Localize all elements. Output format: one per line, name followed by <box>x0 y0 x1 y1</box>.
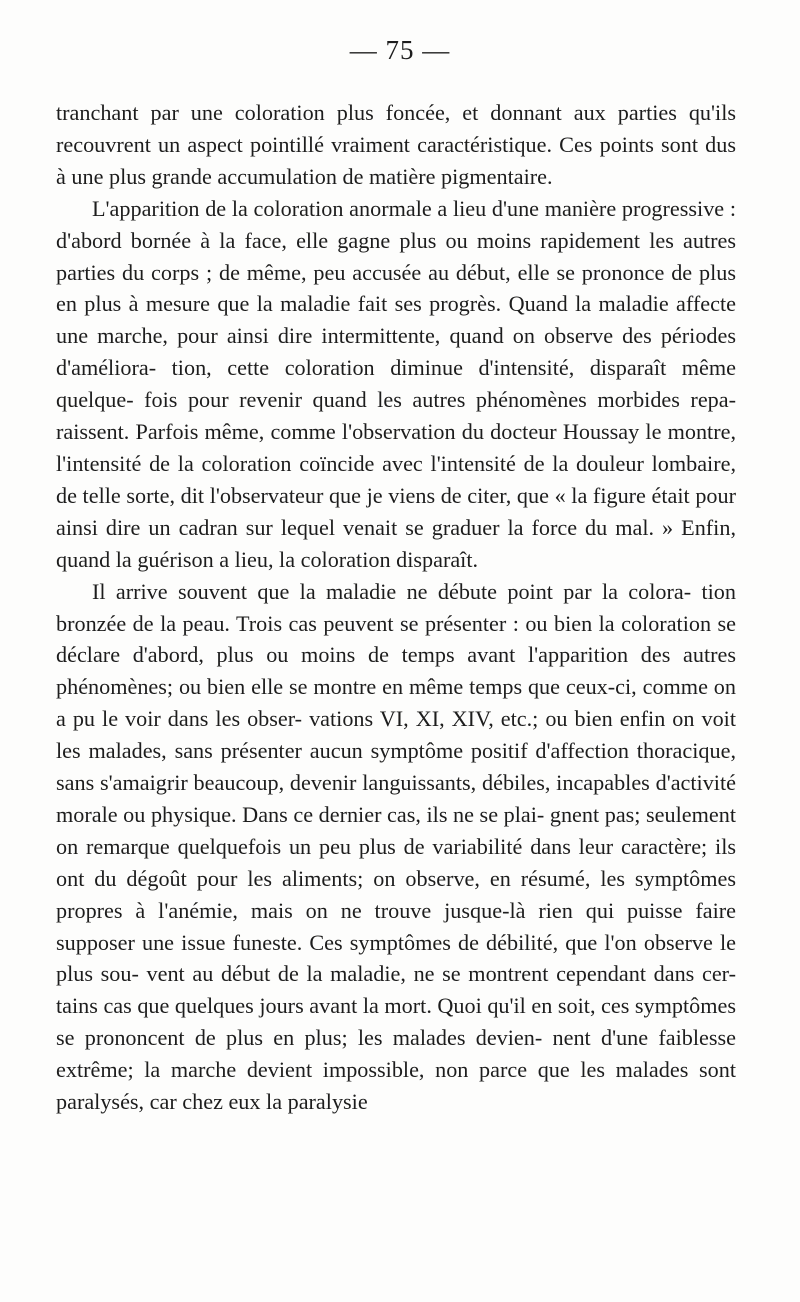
paragraph: tranchant par une coloration plus foncée, et donnant aux parties qu'ils recouvrent un aspect pointillé vraiment caractéristique. Ces points sont dus à une plus grande accumulation de matière pigmentaire. <box>56 100 736 189</box>
page-number: — 75 — <box>349 35 451 65</box>
paragraph: L'apparition de la coloration anormale a lieu d'une manière progressive : d'abord bornée à la face, elle gagne plus ou moins rapidement les autres parties du corps ; de même, peu accusée au début, elle se prononce de plus en plus à mesure que la maladie fait ses progrès. Quand la maladie affecte une marche, pour ainsi dire intermittente, quand on observe des périodes d'améliora- tion, cette coloration diminue d'intensité, disparaît même quelque- fois pour revenir quand les autres phénomènes morbides repa- raissent. Parfois même, comme l'observation du docteur Houssay le montre, l'intensité de la coloration coïncide avec l'intensité de la douleur lombaire, de telle sorte, dit l'observateur que je viens de citer, que « la figure était pour ainsi dire un cadran sur lequel venait se graduer la force du mal. » Enfin, quand la guérison a lieu, la coloration disparaît. <box>56 195 736 572</box>
body-text <box>56 97 736 1118</box>
paragraph: Il arrive souvent que la maladie ne débute point par la colora- tion bronzée de la peau. Trois cas peuvent se présenter : ou bien la coloration se déclare d'abord, plus ou moins de temps avant l'apparition des autres phénomènes; ou bien elle se montre en même temps que ceux-ci, comme on a pu le voir dans les obser- vations VI, XI, XIV, etc.; ou bien enfin on voit les malades, sans présenter aucun symptôme positif d'affection thoracique, sans s'amaigrir beaucoup, devenir languissants, débiles, incapables d'activité morale ou physique. Dans ce dernier cas, ils ne se plai- gnent pas; seulement on remarque quelquefois un peu plus de variabilité dans leur caractère; ils ont du dégoût pour les aliments; on observe, en résumé, les symptômes propres à l'anémie, mais on ne trouve jusque-là rien qui puisse faire supposer une issue funeste. Ces symptômes de débilité, que l'on observe le plus sou- vent au début de la maladie, ne se montrent cependant dans cer- tains cas que quelques jours avant la mort. Quoi qu'il en soit, ces symptômes se prononcent de plus en plus; les malades devien- nent d'une faiblesse extrême; la marche devient impossible, non parce que les malades sont paralysés, car chez eux la paralysie <box>56 578 736 1115</box>
